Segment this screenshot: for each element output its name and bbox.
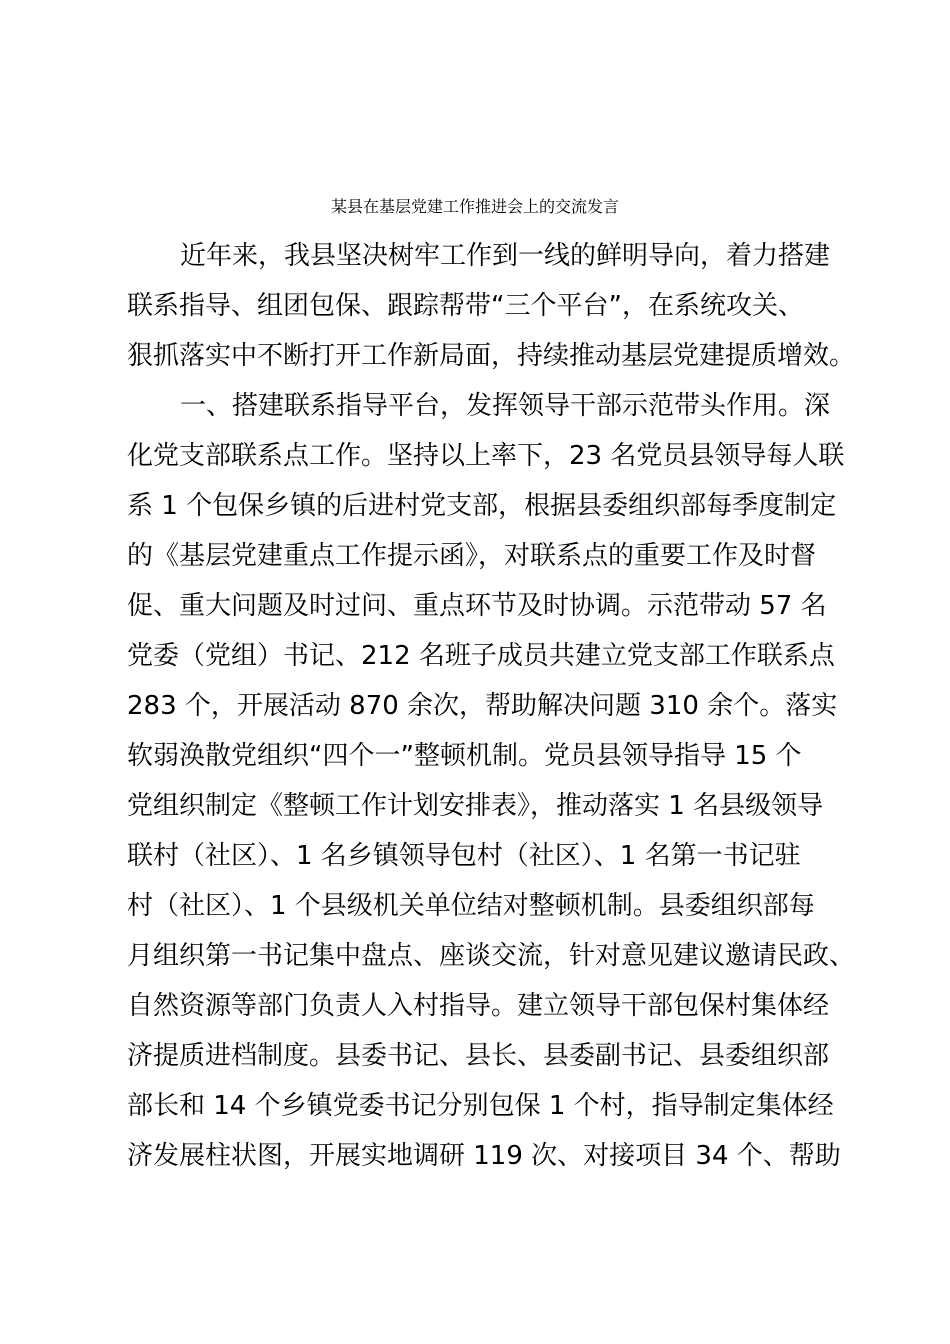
paragraph-line: 283 个，开展活动 870 余次，帮助解决问题 310 余个。落实	[127, 691, 838, 721]
paragraph-line: 狠抓落实中不断打开工作新局面，持续推动基层党建提质增效。	[127, 341, 856, 371]
paragraph-line: 党组织制定《整顿工作计划安排表》，推动落实 1 名县级领导	[127, 791, 824, 821]
paragraph-line: 济提质进档制度。县委书记、县长、县委副书记、县委组织部	[127, 1041, 830, 1071]
paragraph-line: 联系指导、组团包保、跟踪帮带“三个平台”，在系统攻关、	[127, 291, 804, 321]
paragraph-line: 部长和 14 个乡镇党委书记分别包保 1 个村，指导制定集体经	[127, 1091, 834, 1121]
paragraph-line: 一、搭建联系指导平台，发挥领导干部示范带头作用。深	[180, 391, 831, 421]
paragraph-line: 村（社区）、1 个县级机关单位结对整顿机制。县委组织部每	[127, 891, 815, 921]
paragraph-line: 党委（党组）书记、212 名班子成员共建立党支部工作联系点	[127, 641, 835, 671]
paragraph-line: 软弱涣散党组织“四个一”整顿机制。党员县领导指导 15 个	[127, 741, 802, 771]
document-title: 某县在基层党建工作推进会上的交流发言	[330, 197, 619, 216]
paragraph-line: 近年来，我县坚决树牢工作到一线的鲜明导向，着力搭建	[180, 241, 831, 271]
paragraph-line: 联村（社区）、1 名乡镇领导包村（社区）、1 名第一书记驻	[127, 841, 801, 871]
paragraph-line: 的《基层党建重点工作提示函》，对联系点的重要工作及时督	[127, 541, 817, 571]
paragraph-line: 系 1 个包保乡镇的后进村党支部，根据县委组织部每季度制定	[127, 491, 837, 521]
paragraph-line: 济发展柱状图，开展实地调研 119 次、对接项目 34 个、帮助	[127, 1141, 841, 1171]
paragraph-line: 化党支部联系点工作。坚持以上率下，23 名党员县领导每人联	[127, 441, 845, 471]
paragraph-line: 月组织第一书记集中盘点、座谈交流，针对意见建议邀请民政、	[127, 941, 856, 971]
paragraph-line: 促、重大问题及时过问、重点环节及时协调。示范带动 57 名	[127, 591, 827, 621]
paragraph-line: 自然资源等部门负责人入村指导。建立领导干部包保村集体经	[127, 991, 830, 1021]
